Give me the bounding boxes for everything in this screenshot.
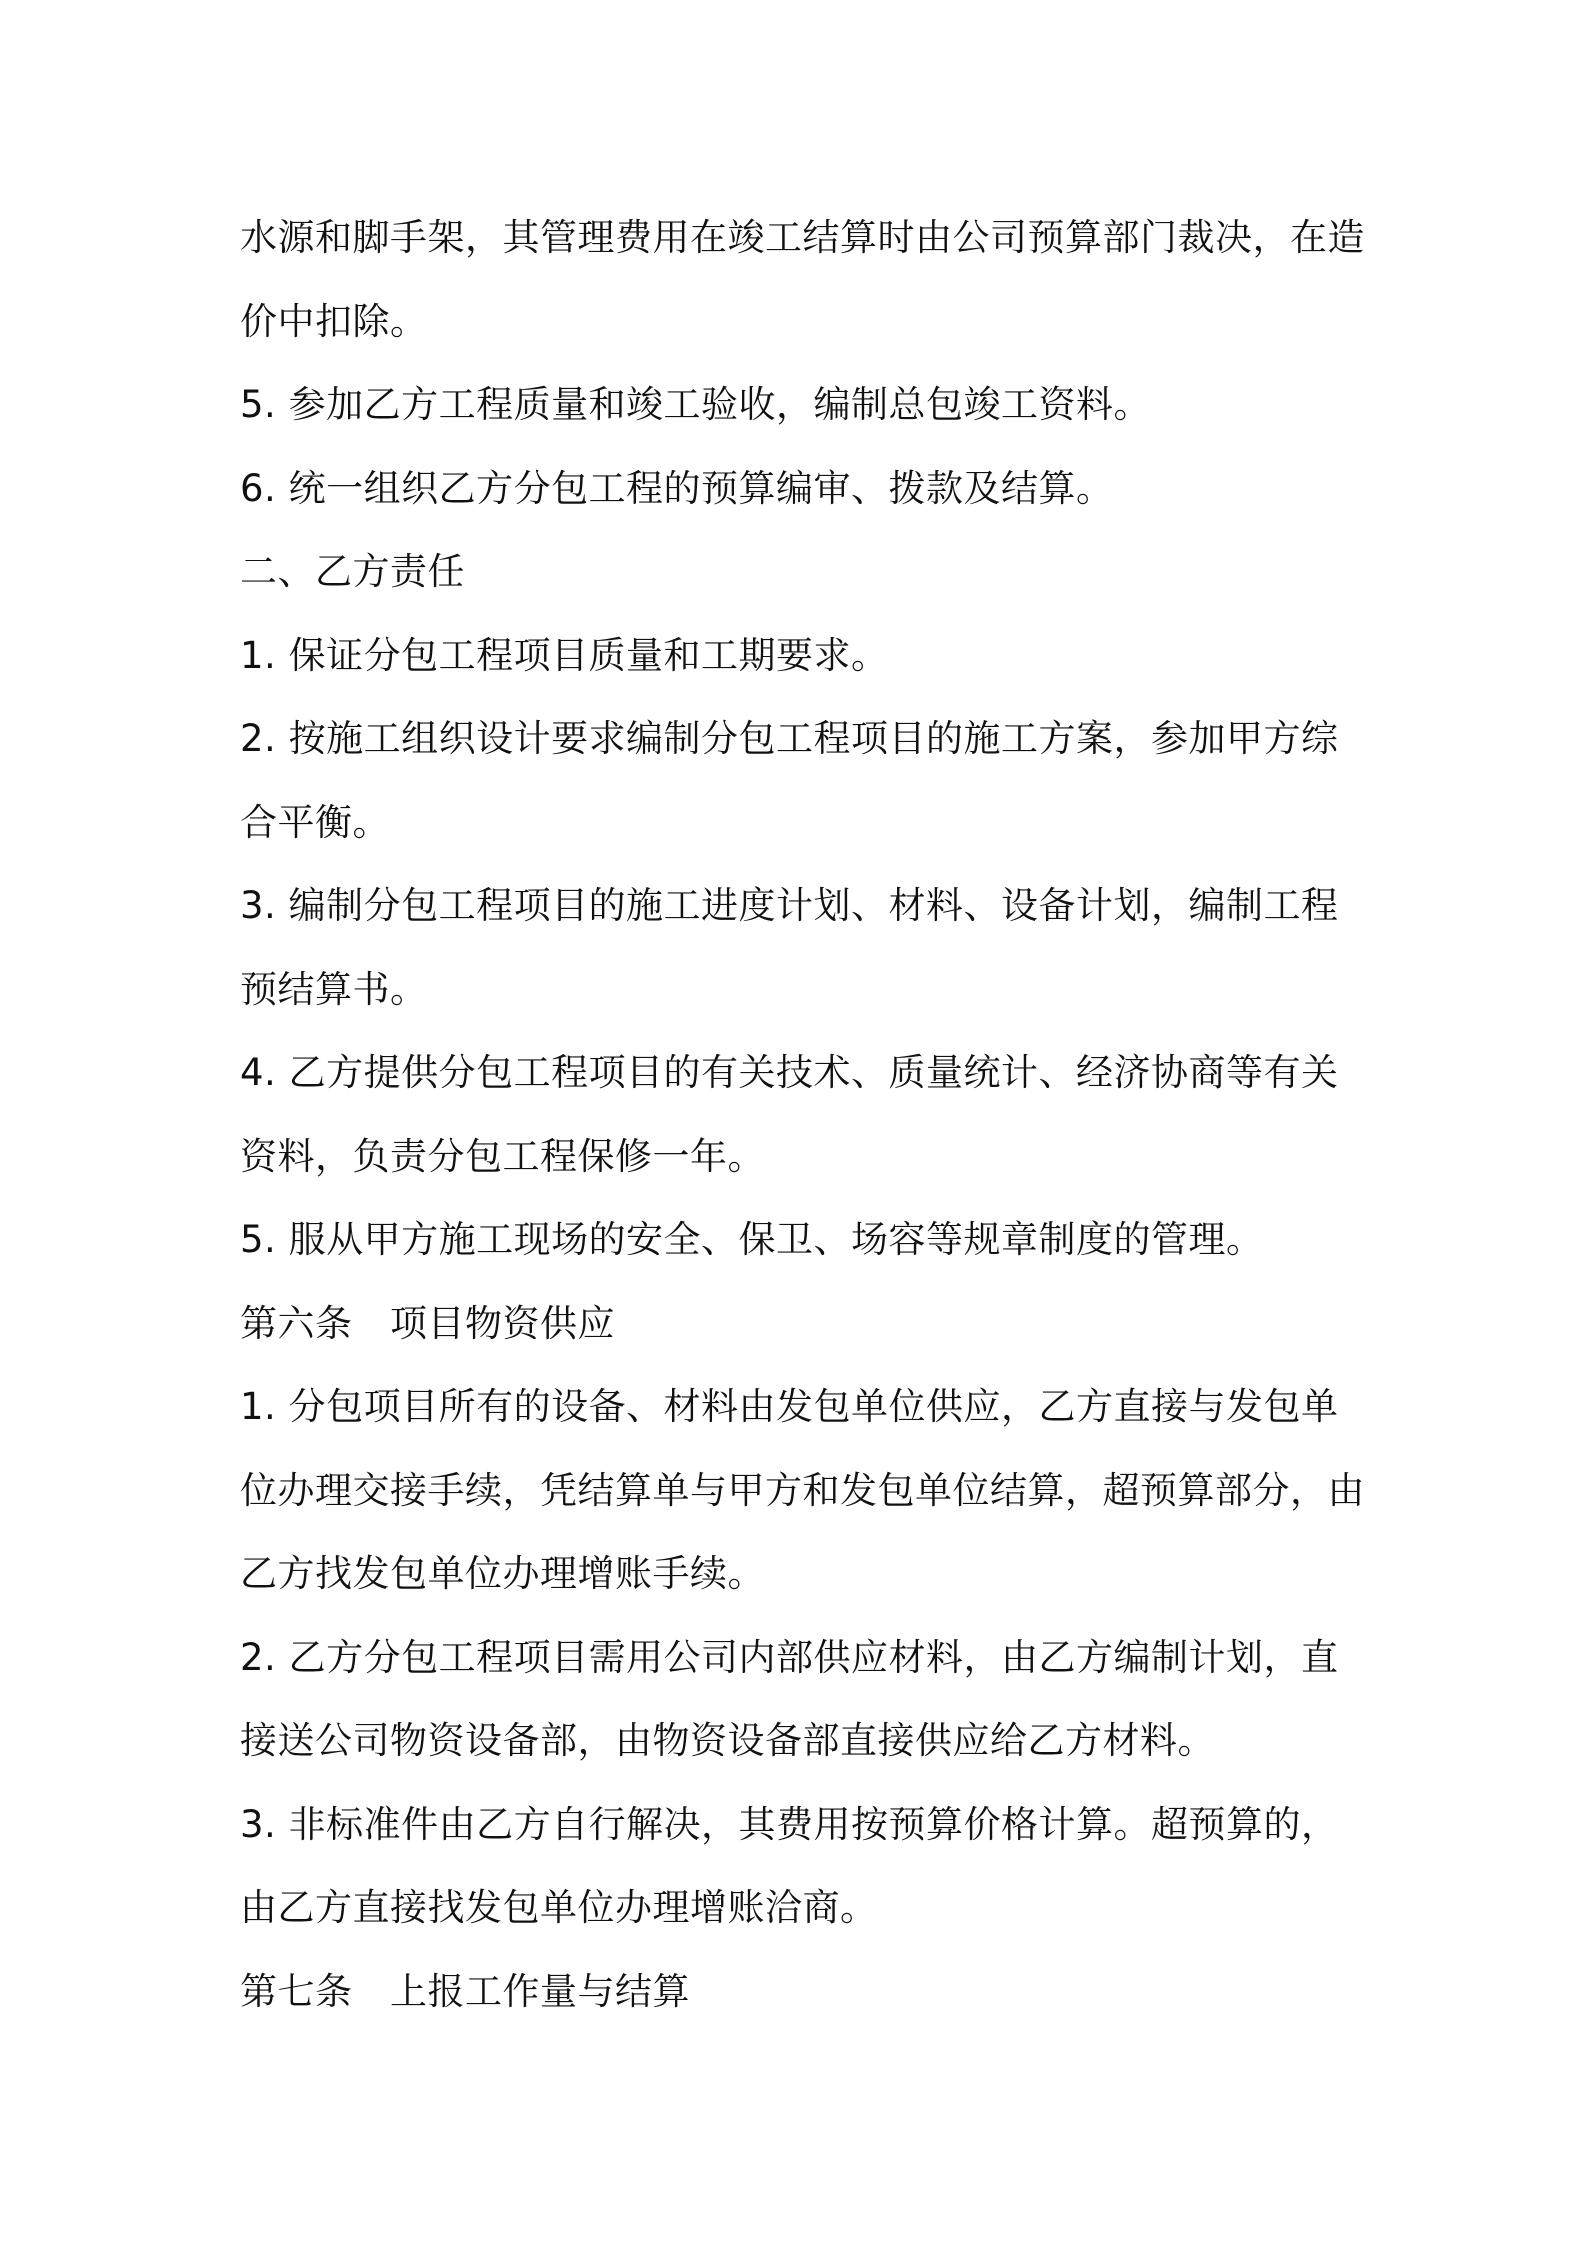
- text-line: 接送公司物资设备部，由物资设备部直接供应给乙方材料。: [240, 1719, 1215, 1762]
- text-line: 位办理交接手续，凭结算单与甲方和发包单位结算，超预算部分，由: [240, 1468, 1365, 1512]
- section-heading: 二、乙方责任: [240, 550, 465, 593]
- text-line: 由乙方直接找发包单位办理增账洽商。: [240, 1886, 878, 1929]
- document-body: [240, 196, 1365, 2033]
- text-line: 1. 分包项目所有的设备、材料由发包单位供应，乙方直接与发包单: [240, 1385, 1339, 1428]
- article-heading: 第七条 上报工作量与结算: [240, 1969, 690, 2013]
- text-line: 4. 乙方提供分包工程项目的有关技术、质量统计、经济协商等有关: [240, 1051, 1339, 1094]
- text-line: 合平衡。: [240, 800, 390, 844]
- text-line: 2. 按施工组织设计要求编制分包工程项目的施工方案，参加甲方综: [240, 717, 1339, 760]
- text-line: 3. 编制分包工程项目的施工进度计划、材料、设备计划，编制工程: [240, 884, 1339, 927]
- text-line: 1. 保证分包工程项目质量和工期要求。: [240, 633, 889, 677]
- article-heading: 第六条 项目物资供应: [240, 1301, 615, 1345]
- text-line: 水源和脚手架，其管理费用在竣工结算时由公司预算部门裁决，在造: [240, 216, 1365, 259]
- text-line: 3. 非标准件由乙方自行解决，其费用按预算价格计算。超预算的，: [240, 1802, 1339, 1846]
- text-line: 预结算书。: [240, 967, 428, 1011]
- text-line: 6. 统一组织乙方分包工程的预算编审、拨款及结算。: [240, 466, 1114, 510]
- text-line: 资料，负责分包工程保修一年。: [240, 1134, 765, 1178]
- text-line: 5. 参加乙方工程质量和竣工验收，编制总包竣工资料。: [240, 383, 1152, 426]
- text-line: 2. 乙方分包工程项目需用公司内部供应材料，由乙方编制计划，直: [240, 1635, 1339, 1679]
- text-line: 价中扣除。: [240, 299, 428, 343]
- text-line: 乙方找发包单位办理增账手续。: [240, 1552, 765, 1595]
- text-line: 5. 服从甲方施工现场的安全、保卫、场容等规章制度的管理。: [240, 1218, 1264, 1261]
